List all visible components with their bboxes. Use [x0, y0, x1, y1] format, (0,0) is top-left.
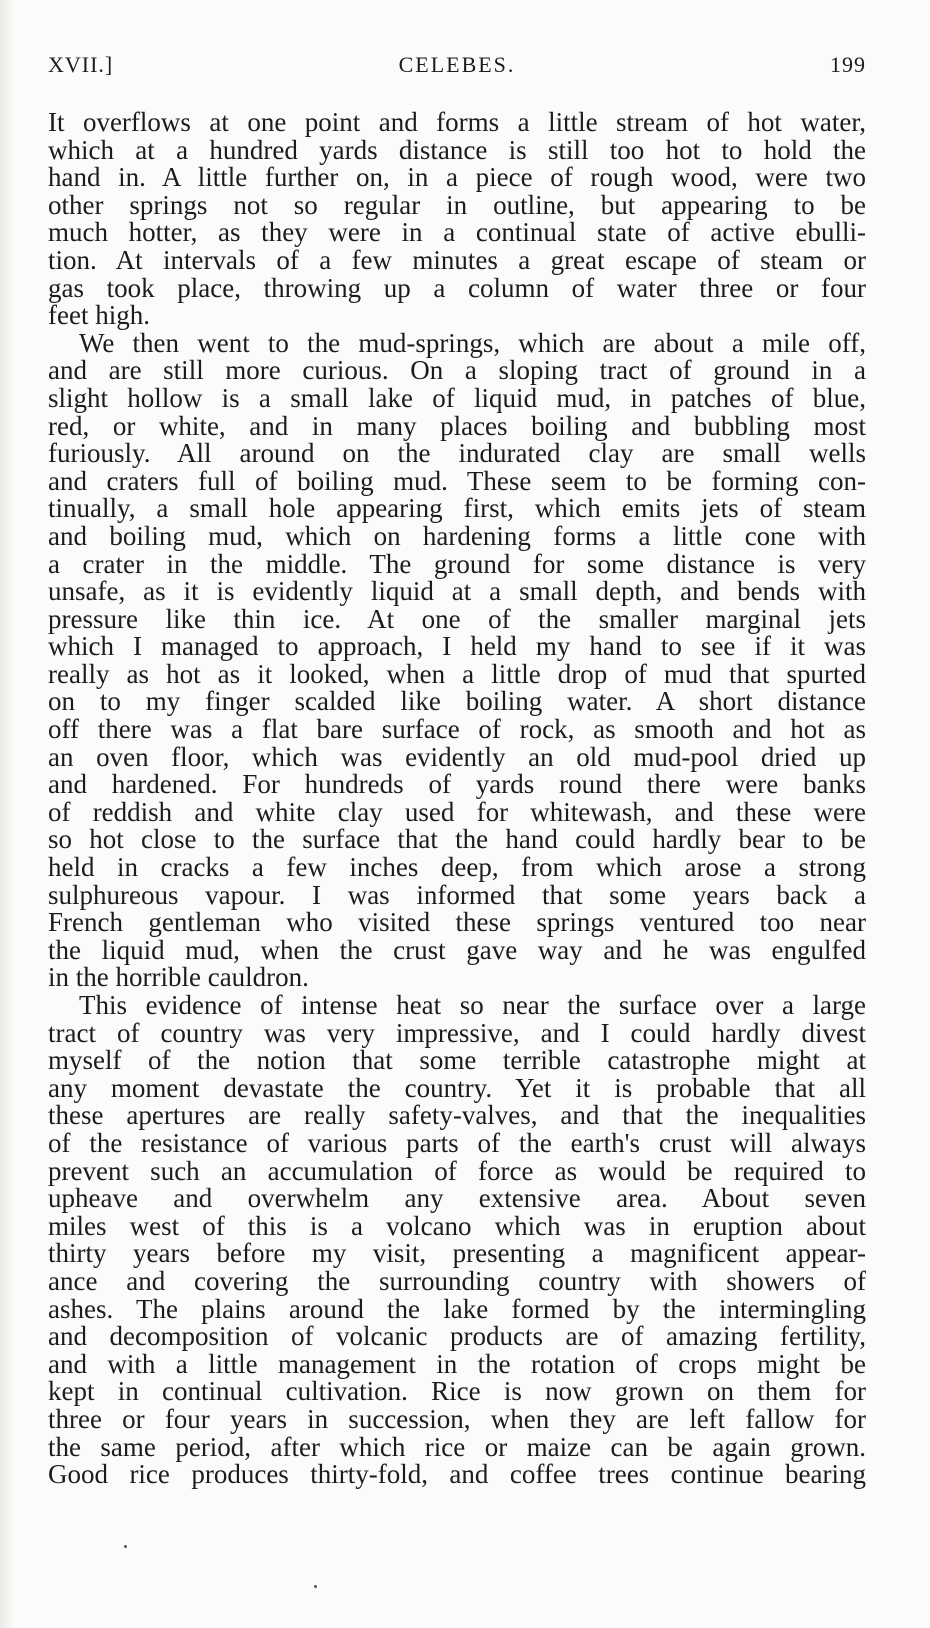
- text-line: miles west of this is a volcano which was in eruption about: [48, 1210, 866, 1241]
- text-line: furiously. All around on the indurated clay are small wells: [48, 438, 866, 469]
- text-line: of reddish and white clay used for whitewash, and these were: [48, 796, 866, 827]
- text-line: and are still more curious. On a sloping tract of ground in a: [48, 355, 866, 386]
- running-title: CELEBES.: [398, 52, 516, 77]
- text-line: red, or white, and in many places boiling and bubbling most: [48, 410, 866, 441]
- text-line: It overflows at one point and forms a little stream of hot water,: [48, 107, 866, 137]
- text-line: the same period, after which rice or maize can be again grown.: [48, 1431, 866, 1462]
- page-number: 199: [830, 52, 866, 77]
- text-line: held in cracks a few inches deep, from which arose a strong: [48, 852, 866, 883]
- text-line: and boiling mud, which on hardening forms a little cone with: [48, 520, 866, 551]
- text-line: three or four years in succession, when they are left fallow for: [48, 1403, 866, 1434]
- text-line: myself of the notion that some terrible catastrophe might at: [48, 1045, 866, 1076]
- text-line: unsafe, as it is evidently liquid at a small depth, and bends with: [48, 576, 866, 607]
- text-line: of the resistance of various parts of the earth's crust will always: [48, 1127, 866, 1158]
- text-line: feet high.: [48, 300, 150, 331]
- text-line: tinually, a small hole appearing first, which emits jets of steam: [48, 493, 866, 524]
- text-line: and craters full of boiling mud. These seem to be forming con-: [48, 465, 866, 496]
- text-line: French gentleman who visited these springs ventured too near: [48, 907, 866, 938]
- text-line: slight hollow is a small lake of liquid mud, in patches of blue,: [48, 382, 866, 413]
- text-line: a crater in the middle. The ground for some distance is very: [48, 548, 866, 579]
- text-line: and decomposition of volcanic products are of amazing fertility,: [48, 1321, 866, 1352]
- paragraph-start-line: We then went to the mud-springs, which are about a mile off,: [79, 327, 866, 358]
- text-line: so hot close to the surface that the hand could hardly bear to be: [48, 824, 866, 855]
- text-line: off there was a flat bare surface of rock, as smooth and hot as: [48, 714, 866, 745]
- paper-speck: [314, 1585, 317, 1588]
- text-line: in the horrible cauldron.: [48, 962, 309, 993]
- text-line: and hardened. For hundreds of yards round there were banks: [48, 769, 866, 800]
- text-line: Good rice produces thirty-fold, and coffee trees continue bearing: [48, 1459, 866, 1490]
- text-line: pressure like thin ice. At one of the smaller marginal jets: [48, 603, 866, 634]
- body-text: [48, 109, 866, 1489]
- text-line: tion. At intervals of a few minutes a great escape of steam or: [48, 244, 866, 275]
- chapter-number: XVII.]: [48, 52, 114, 77]
- text-line: upheave and overwhelm any extensive area. About seven: [48, 1183, 866, 1214]
- page-edge-shadow: [0, 0, 14, 1628]
- text-line: thirty years before my visit, presenting a magnificent appear-: [48, 1238, 866, 1269]
- text-line: tract of country was very impressive, and I could hardly divest: [48, 1017, 866, 1048]
- text-line: kept in continual cultivation. Rice is now grown on them for: [48, 1376, 866, 1407]
- text-line: which at a hundred yards distance is still too hot to hold the: [48, 134, 866, 165]
- running-header: [48, 52, 866, 86]
- text-line: sulphureous vapour. I was informed that some years back a: [48, 879, 866, 910]
- text-line: ance and covering the surrounding country with showers of: [48, 1265, 866, 1296]
- text-line: on to my finger scalded like boiling water. A short distance: [48, 686, 866, 717]
- paragraph-start-line: This evidence of intense heat so near the surface over a large: [79, 990, 866, 1020]
- text-line: an oven floor, which was evidently an old mud-pool dried up: [48, 741, 866, 772]
- text-line: and with a little management in the rotation of crops might be: [48, 1348, 866, 1379]
- text-line: much hotter, as they were in a continual state of active ebulli-: [48, 217, 866, 248]
- text-line: gas took place, throwing up a column of water three or four: [48, 272, 866, 303]
- text-line: ashes. The plains around the lake formed by the intermingling: [48, 1293, 866, 1324]
- text-line: the liquid mud, when the crust gave way and he was engulfed: [48, 934, 866, 965]
- text-line: any moment devastate the country. Yet it is probable that all: [48, 1072, 866, 1103]
- text-line: other springs not so regular in outline, but appearing to be: [48, 189, 866, 220]
- text-line: which I managed to approach, I held my hand to see if it was: [48, 631, 866, 662]
- text-line: these apertures are really safety-valves, and that the inequalities: [48, 1100, 866, 1131]
- text-line: hand in. A little further on, in a piece of rough wood, were two: [48, 162, 866, 193]
- paper-speck: [124, 1545, 127, 1548]
- text-line: really as hot as it looked, when a little drop of mud that spurted: [48, 658, 866, 689]
- text-line: prevent such an accumulation of force as would be required to: [48, 1155, 866, 1186]
